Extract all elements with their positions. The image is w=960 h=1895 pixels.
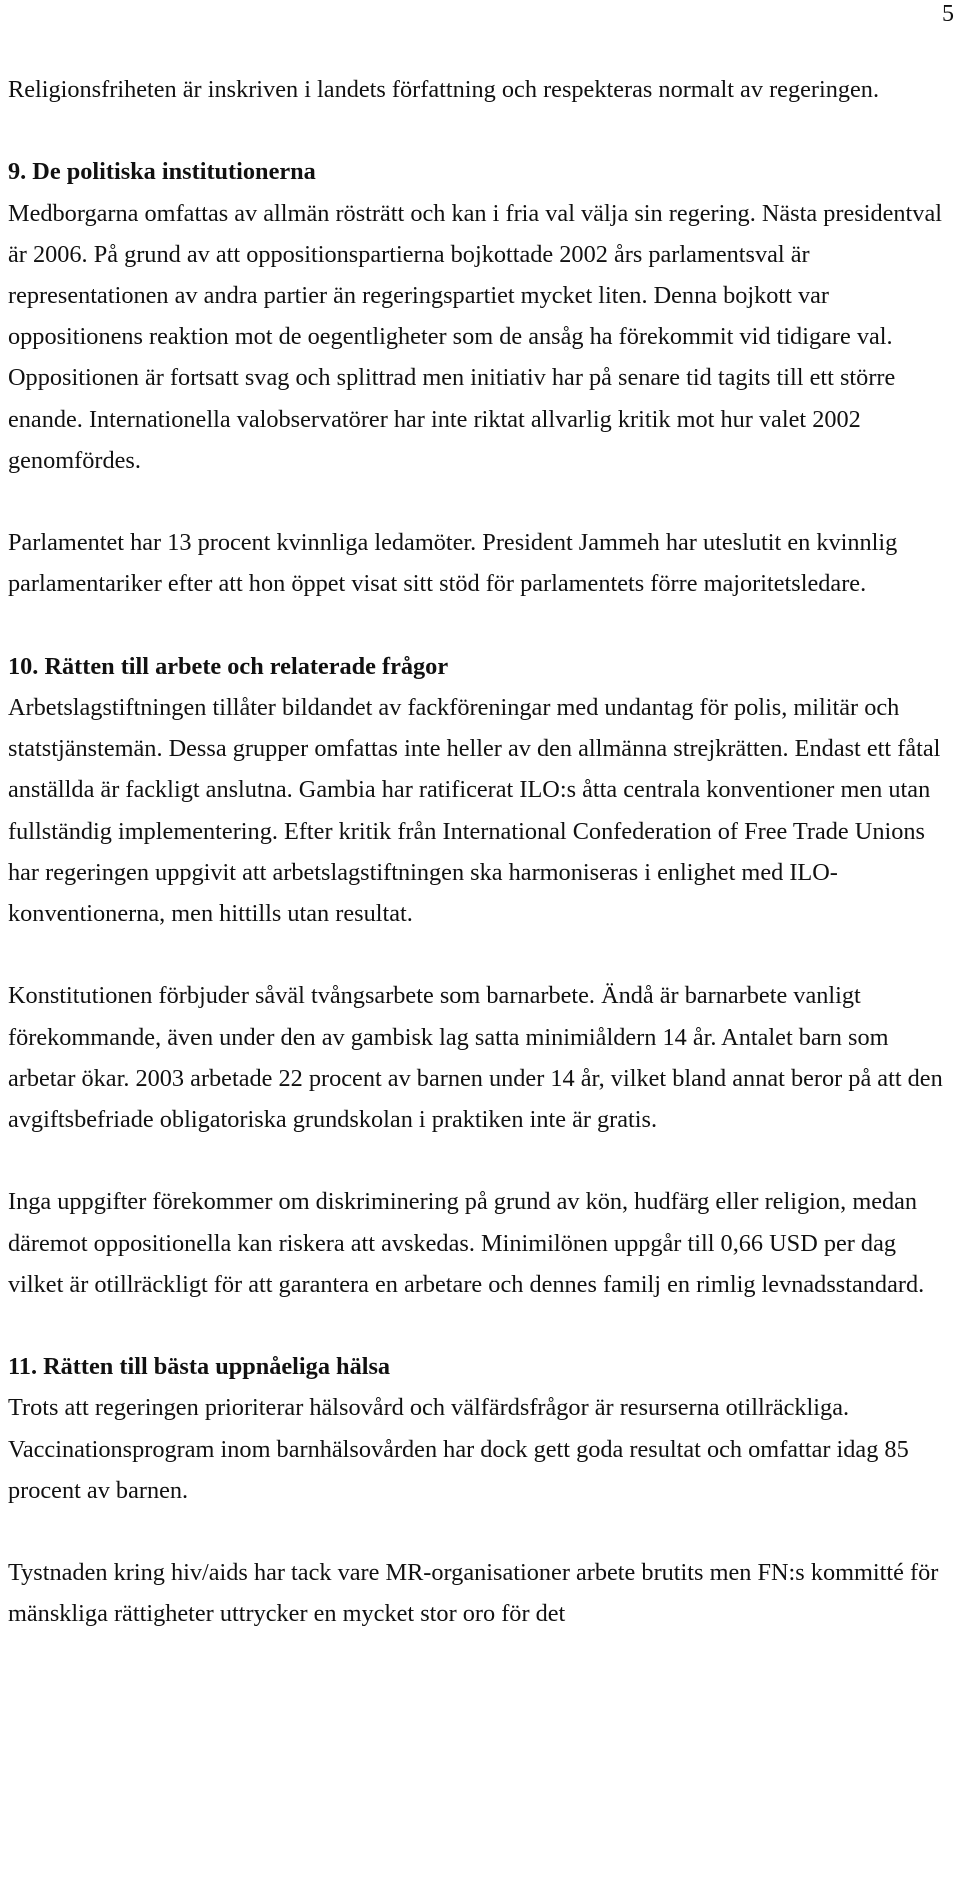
paragraph-parliament-women: Parlamentet har 13 procent kvinnliga ledamöter. President Jammeh har uteslutit en kvinnlig parlamentariker efter att hon öppet visat sitt stöd för parlamentets förre majoritetsledare. (8, 529, 898, 598)
paragraph-gap (8, 1511, 953, 1552)
paragraph-gap (8, 605, 953, 646)
paragraph-health-care: Trots att regeringen prioriterar hälsovård och välfärdsfrågor är resurserna otillräckliga. Vaccinationsprogram inom barnhälsovården har dock gett goda resultat och omfattar idag 85 procent av barnen. (8, 1394, 909, 1504)
paragraph-labour-law: Arbetslagstiftningen tillåter bildandet av fackföreningar med undantag för polis, militär och statstjänstemän. Dessa grupper omfattas inte heller av den allmänna strejkrätten. Endast ett fåtal anställda är fackligt anslutna. Gambia har ratificerat ILO:s åtta centrala konventioner men utan fullständig implementering. Efter kritik från International Confederation of Free Trade Unions har regeringen uppgivit att arbetslagstiftningen ska harmoniseras i enlighet med ILO-konventionerna, men hittills utan resultat. (8, 694, 941, 928)
paragraph-elections: Medborgarna omfattas av allmän rösträtt och kan i fria val välja sin regering. Nästa presidentval är 2006. På grund av att oppositionspartierna bojkottade 2002 års parlamentsval är representationen av andra partier än regeringspartiet mycket liten. Denna bojkott var oppositionens reaktion mot de oegentligheter som de ansåg ha förekommit vid tidigare val. Oppositionen är fortsatt svag och splittrad men initiativ har på senare tid tagits till ett större enande. Internationella valobservatörer har inte riktat allvarlig kritik mot hur valet 2002 genomfördes. (8, 199, 942, 474)
paragraph-gap (8, 1305, 953, 1346)
section-heading-right-to-health: 11. Rätten till bästa uppnåeliga hälsa (8, 1353, 391, 1381)
section-heading-political-institutions: 9. De politiska institutionerna (8, 158, 316, 186)
section-heading-right-to-work: 10. Rätten till arbete och relaterade frågor (8, 652, 449, 680)
paragraph-discrimination-wages: Inga uppgifter förekommer om diskriminering på grund av kön, hudfärg eller religion, medan däremot oppositionella kan riskera att avskedas. Minimilönen uppgår till 0,66 USD per dag vilket är otillräckligt för att garantera en arbetare och dennes familj en rimlig levnadsstandard. (8, 1188, 925, 1298)
page-number: 5 (942, 1, 954, 27)
paragraph-gap (8, 481, 953, 522)
document-body (8, 69, 953, 1635)
paragraph-religious-freedom: Religionsfriheten är inskriven i landets författning och respekteras normalt av regeringen. (8, 76, 880, 103)
paragraph-gap (8, 110, 953, 151)
paragraph-child-labour: Konstitutionen förbjuder såväl tvångsarbete som barnarbete. Ändå är barnarbete vanligt förekommande, även under den av gambisk lag satta minimiåldern 14 år. Antalet barn som arbetar ökar. 2003 arbetade 22 procent av barnen under 14 år, vilket bland annat beror på att den avgiftsbefriade obligatoriska grundskolan i praktiken inte är gratis. (8, 982, 943, 1134)
paragraph-hiv-aids: Tystnaden kring hiv/aids har tack vare MR-organisationer arbete brutits men FN:s kommitté för mänskliga rättigheter uttrycker en mycket stor oro för det (8, 1559, 939, 1628)
paragraph-gap (8, 1140, 953, 1181)
paragraph-gap (8, 934, 953, 975)
